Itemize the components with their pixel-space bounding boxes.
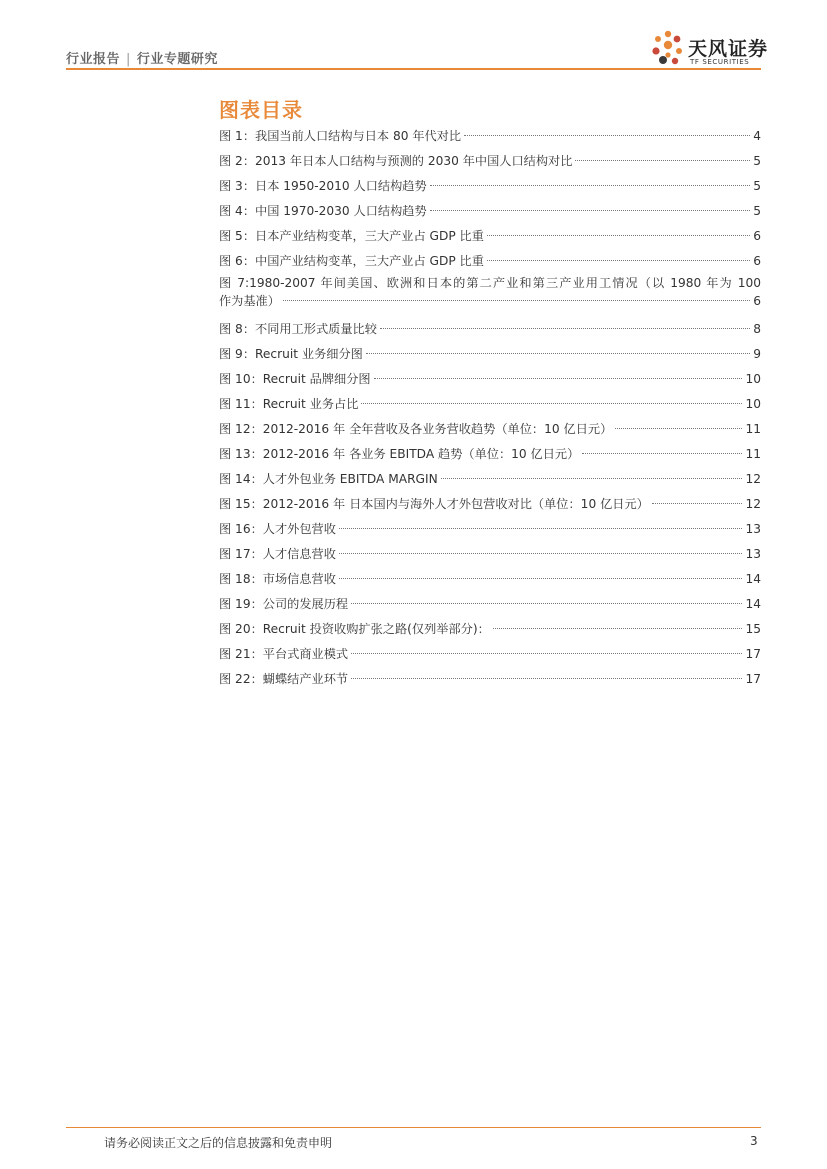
header-category: 行业报告: [66, 52, 121, 67]
toc-leader: [374, 378, 743, 379]
toc-entry[interactable]: [219, 392, 761, 417]
toc-entry-page: 5: [753, 154, 761, 168]
header-subcategory: 行业专题研究: [136, 52, 218, 67]
toc-entry[interactable]: [219, 367, 761, 392]
toc-entry-page: 13: [745, 547, 761, 561]
toc-leader: [283, 300, 750, 301]
logo-name: 天风证券: [688, 38, 769, 60]
toc-entry[interactable]: [219, 274, 761, 312]
header-breadcrumb: [66, 48, 218, 67]
toc-title: 图表目录: [219, 98, 303, 122]
toc-entry-page: 9: [753, 347, 761, 361]
toc-entry-label: 图 10：Recruit 品牌细分图: [219, 372, 371, 386]
toc-entry-page: 4: [753, 129, 761, 143]
toc-entry-label: 图 9：Recruit 业务细分图: [219, 347, 363, 361]
toc-entry-label: 图 19：公司的发展历程: [219, 597, 349, 611]
toc-entry-page: 6: [753, 294, 761, 308]
toc-entry-page: 14: [745, 597, 761, 611]
toc-leader: [582, 453, 742, 454]
toc-list: [219, 124, 761, 692]
toc-leader: [441, 478, 743, 479]
toc-entry[interactable]: [219, 642, 761, 667]
toc-entry[interactable]: [219, 124, 761, 149]
toc-entry-label: 图 8：不同用工形式质量比较: [219, 322, 377, 336]
toc-entry-label: 图 22：蝴蝶结产业环节: [219, 672, 349, 686]
toc-entry-label: 图 5：日本产业结构变革，三大产业占 GDP 比重: [219, 229, 484, 243]
toc-entry[interactable]: [219, 317, 761, 342]
toc-entry[interactable]: [219, 342, 761, 367]
toc-entry-label: 图 12：2012-2016 年 全年营收及各业务营收趋势（单位：10 亿日元）: [219, 422, 613, 436]
toc-leader: [351, 678, 742, 679]
toc-leader: [430, 185, 751, 186]
toc-entry-label: 图 1：我国当前人口结构与日本 80 年代对比: [219, 129, 462, 143]
toc-entry-label: 图 14：人才外包业务 EBITDA MARGIN: [219, 472, 438, 486]
toc-entry-page: 11: [745, 422, 761, 436]
toc-entry[interactable]: [219, 542, 761, 567]
toc-entry-page: 12: [745, 497, 761, 511]
header-separator: |: [126, 52, 131, 67]
toc-entry[interactable]: [219, 224, 761, 249]
toc-entry-page: 5: [753, 204, 761, 218]
toc-entry[interactable]: [219, 617, 761, 642]
toc-entry[interactable]: [219, 567, 761, 592]
toc-entry[interactable]: [219, 149, 761, 174]
toc-entry-label: 图 6：中国产业结构变革，三大产业占 GDP 比重: [219, 254, 484, 268]
toc-entry-page: 13: [745, 522, 761, 536]
toc-leader: [493, 628, 743, 629]
toc-entry[interactable]: [219, 667, 761, 692]
toc-entry-page: 14: [745, 572, 761, 586]
toc-leader: [339, 528, 743, 529]
toc-leader: [351, 603, 742, 604]
toc-leader: [615, 428, 742, 429]
toc-leader: [339, 553, 743, 554]
toc-leader: [487, 260, 750, 261]
tf-logo-icon: [652, 30, 684, 70]
toc-entry[interactable]: [219, 249, 761, 274]
toc-leader: [430, 210, 751, 211]
toc-entry-label: 图 11：Recruit 业务占比: [219, 397, 359, 411]
toc-leader: [361, 403, 742, 404]
toc-entry[interactable]: [219, 174, 761, 199]
toc-entry-label: 图 16：人才外包营收: [219, 522, 336, 536]
toc-entry-label: 图 3：日本 1950-2010 人口结构趋势: [219, 179, 427, 193]
toc-entry-label: 图 20：Recruit 投资收购扩张之路(仅列举部分)：: [219, 622, 490, 636]
toc-entry-page: 8: [753, 322, 761, 336]
toc-entry-label: 图 18：市场信息营收: [219, 572, 336, 586]
toc-entry[interactable]: [219, 199, 761, 224]
toc-entry-page: 12: [745, 472, 761, 486]
toc-entry-page: 6: [753, 229, 761, 243]
toc-leader: [366, 353, 750, 354]
toc-entry[interactable]: [219, 417, 761, 442]
toc-entry-page: 17: [745, 672, 761, 686]
toc-entry-page: 11: [745, 447, 761, 461]
toc-entry-label: 图 7:1980-2007 年间美国、欧洲和日本的第二产业和第三产业用工情况（以 1980 年为 100: [219, 276, 761, 290]
toc-entry-label: 图 2：2013 年日本人口结构与预测的 2030 年中国人口结构对比: [219, 154, 573, 168]
toc-leader: [351, 653, 742, 654]
toc-entry-page: 5: [753, 179, 761, 193]
toc-entry-page: 17: [745, 647, 761, 661]
toc-entry-page: 6: [753, 254, 761, 268]
toc-leader: [652, 503, 743, 504]
toc-entry-label: 图 15：2012-2016 年 日本国内与海外人才外包营收对比（单位：10 亿日元）: [219, 497, 649, 511]
toc-entry-label: 图 13：2012-2016 年 各业务 EBITDA 趋势（单位：10 亿日元）: [219, 447, 580, 461]
toc-entry-label-continued: 作为基准）: [219, 294, 280, 308]
toc-leader: [487, 235, 750, 236]
toc-leader: [575, 160, 750, 161]
toc-entry-label: 图 21：平台式商业模式: [219, 647, 349, 661]
toc-entry-page: 10: [745, 372, 761, 386]
logo-subtitle: TF SECURITIES: [690, 58, 750, 66]
toc-leader: [339, 578, 743, 579]
toc-entry[interactable]: [219, 442, 761, 467]
footer-disclaimer: 请务必阅读正文之后的信息披露和免责申明: [104, 1136, 333, 1150]
toc-entry[interactable]: [219, 592, 761, 617]
toc-entry-label: 图 17：人才信息营收: [219, 547, 336, 561]
toc-entry[interactable]: [219, 492, 761, 517]
toc-entry[interactable]: [219, 467, 761, 492]
company-logo: [652, 30, 767, 72]
toc-leader: [464, 135, 750, 136]
toc-entry-page: 15: [745, 622, 761, 636]
header-divider: [66, 68, 761, 70]
toc-entry-label: 图 4：中国 1970-2030 人口结构趋势: [219, 204, 427, 218]
page-number: 3: [750, 1134, 758, 1148]
footer-divider: [66, 1127, 761, 1128]
toc-entry-page: 10: [745, 397, 761, 411]
toc-entry[interactable]: [219, 517, 761, 542]
toc-leader: [380, 328, 750, 329]
